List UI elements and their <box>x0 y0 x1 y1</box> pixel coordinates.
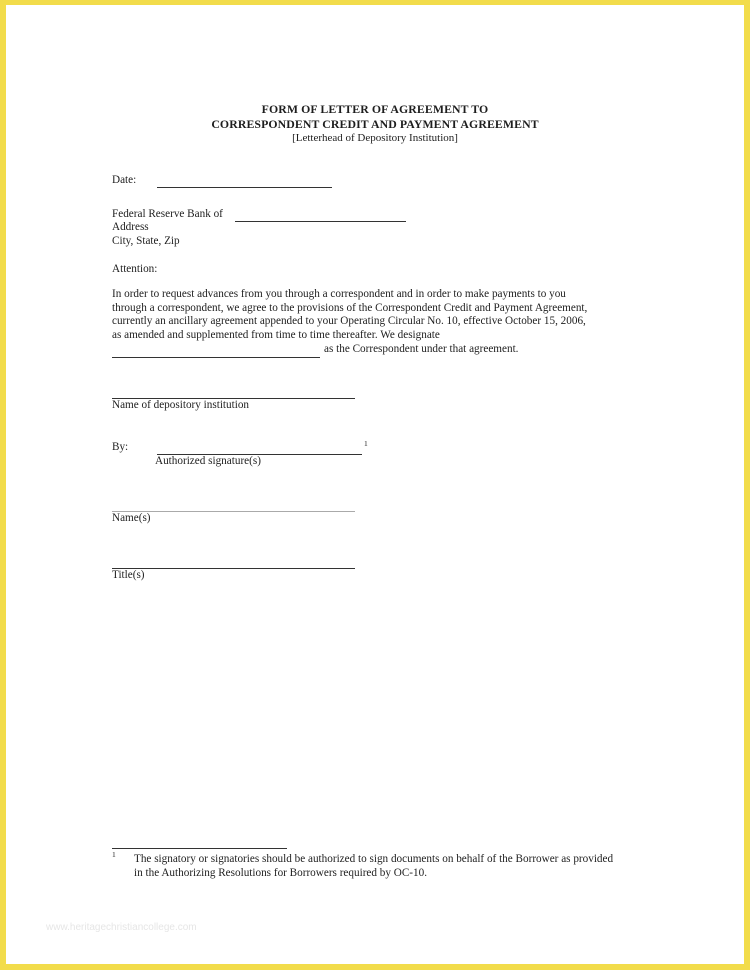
titles-blank-line <box>112 568 355 569</box>
paragraph-line: through a correspondent, we agree to the provisions of the Correspondent Credit and Payment Agreement, <box>112 301 588 314</box>
watermark: www.heritagechristiancollege.com <box>46 922 197 933</box>
agreement-paragraph <box>112 288 632 357</box>
address-line: Address <box>112 221 149 233</box>
document-title-line-1: FORM OF LETTER OF AGREEMENT TO <box>261 102 489 116</box>
document-title-line-2: CORRESPONDENT CREDIT AND PAYMENT AGREEMENT <box>211 117 539 131</box>
date-blank-line <box>157 187 332 188</box>
date-label: Date: <box>112 174 137 186</box>
paragraph-line: In order to request advances from you through a correspondent and in order to make payments to you <box>112 288 566 300</box>
authorized-signature-label: Authorized signature(s) <box>155 455 261 467</box>
city-state-zip-line: City, State, Zip <box>112 235 180 247</box>
attention-label: Attention: <box>112 263 158 275</box>
titles-label: Title(s) <box>112 569 145 581</box>
footnote-reference-marker: 1 <box>364 439 368 448</box>
federal-reserve-bank-label: Federal Reserve Bank of <box>112 208 223 220</box>
name-of-institution-label: Name of depository institution <box>112 399 250 411</box>
paragraph-line: as amended and supplemented from time to time thereafter. We designate <box>112 329 440 342</box>
footnote-text-line-1: The signatory or signatories should be authorized to sign documents on behalf of the Borrower as provided <box>134 853 614 865</box>
footnote-number: 1 <box>112 850 116 859</box>
paragraph-line: currently an ancillary agreement appended to your Operating Circular No. 10, effective October 15, 2006, <box>112 315 586 328</box>
correspondent-blank-line <box>112 357 320 358</box>
footnote-text-line-2: in the Authorizing Resolutions for Borrowers required by OC-10. <box>134 867 428 879</box>
document-subtitle: [Letterhead of Depository Institution] <box>292 132 458 144</box>
names-label: Name(s) <box>112 512 151 524</box>
document-page <box>6 5 744 964</box>
by-label: By: <box>112 441 129 453</box>
federal-reserve-bank-blank-line <box>235 221 406 222</box>
footnote-separator <box>112 848 287 849</box>
paragraph-line: as the Correspondent under that agreement. <box>324 342 519 355</box>
